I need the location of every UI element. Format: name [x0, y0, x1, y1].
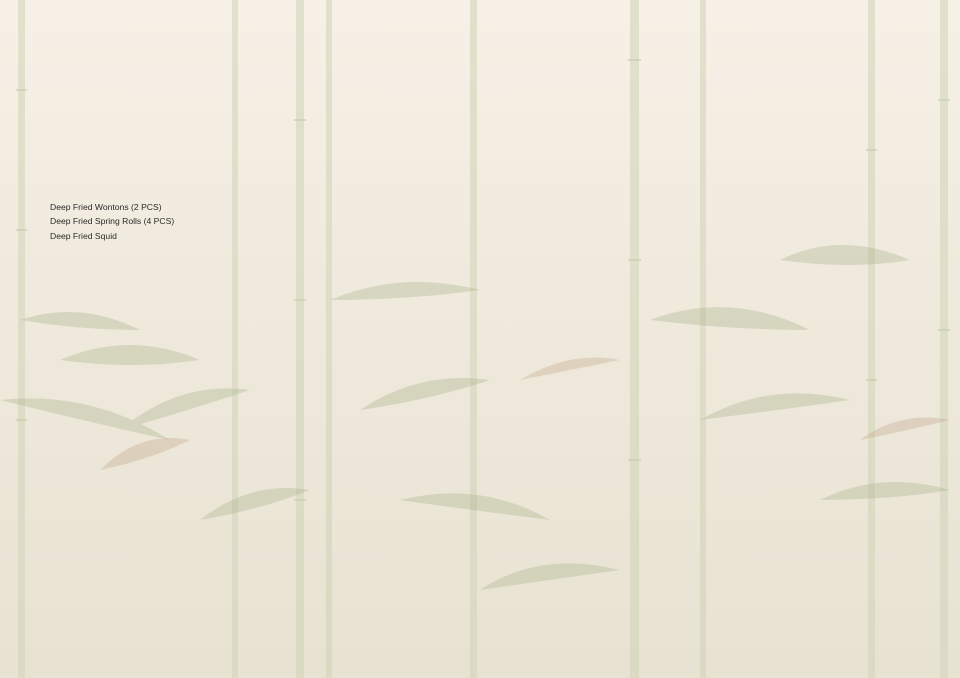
- combo-component: Deep Fried Wontons (2 PCS): [50, 202, 162, 212]
- combo-component: Deep Fried Spring Rolls (4 PCS): [50, 216, 175, 227]
- combo-component: Deep Fried Squid: [50, 230, 117, 241]
